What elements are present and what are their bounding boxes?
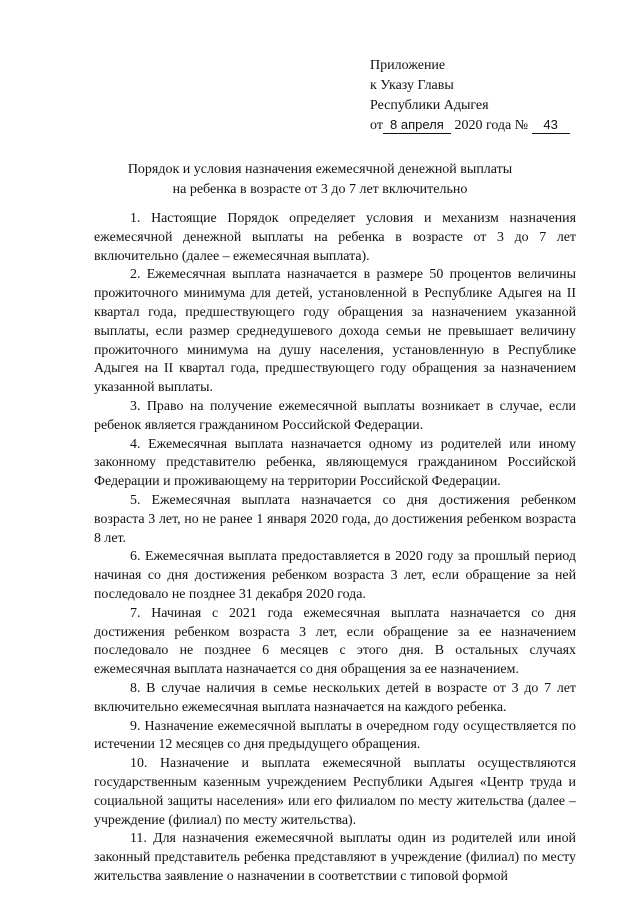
appendix-line-1: Приложение bbox=[370, 58, 446, 73]
paragraph-11: 11. Для назначения ежемесячной выплаты один из родителей или иной законный представитель ребенка представляют в учреждение (филиал) по месту жительства заявление о назначении в соответствии с типовой формой bbox=[94, 831, 576, 884]
paragraph-8: 8. В случае наличия в семье нескольких детей в возрасте от 3 до 7 лет включительно ежемесячная выплата назначается на каждого ребенка. bbox=[94, 680, 576, 715]
date-value: 8 апреля bbox=[383, 117, 451, 134]
appendix-header bbox=[370, 56, 570, 136]
paragraph-2: 2. Ежемесячная выплата назначается в размере 50 процентов величины прожиточного минимума для детей, установленной в Республике Адыгея на II квартал года, предшествующего году обращения за назначением указанной выплаты, если размер среднедушевого дохода семьи не превышает величину прожиточного минимума на душу населения, установленную в Республике Адыгея на II квартал года, предшествующего году обращения за назначением указанной выплаты. bbox=[94, 267, 576, 396]
date-prefix: от bbox=[370, 118, 383, 133]
document-title bbox=[0, 160, 640, 200]
appendix-line-2: к Указу Главы bbox=[370, 78, 454, 93]
year-text: 2020 года № bbox=[454, 118, 529, 133]
paragraph-9: 9. Назначение ежемесячной выплаты в очередном году осуществляется по истечении 12 месяцев со дня предыдущего обращения. bbox=[94, 718, 576, 753]
decree-number: 43 bbox=[532, 117, 570, 134]
paragraph-7: 7. Начиная с 2021 года ежемесячная выплата назначается со дня достижения ребенком возраста 3 лет, если обращение за ее назначением последовало не позднее 6 месяцев с этого дня. В остальных случаях ежемесячная выплата назначается со дня обращения за ее назначением. bbox=[94, 605, 576, 678]
paragraph-6: 6. Ежемесячная выплата предоставляется в 2020 году за прошлый период начиная со дня достижения ребенком возраста 3 лет, если обращение за ней последовало не позднее 31 декабря 2020 года. bbox=[94, 549, 576, 602]
document-body bbox=[94, 210, 576, 887]
appendix-date-line bbox=[370, 116, 570, 136]
paragraph-1: 1. Настоящие Порядок определяет условия и механизм назначения ежемесячной денежной выплаты на ребенка в возрасте от 3 до 7 лет включительно (далее – ежемесячная выплата). bbox=[94, 211, 576, 264]
title-line-1: Порядок и условия назначения ежемесячной денежной выплаты bbox=[127, 162, 513, 177]
appendix-line-3: Республики Адыгея bbox=[370, 98, 489, 113]
paragraph-5: 5. Ежемесячная выплата назначается со дня достижения ребенком возраста 3 лет, но не ранее 1 января 2020 года, до достижения ребенком возраста 8 лет. bbox=[94, 492, 576, 546]
paragraph-10: 10. Назначение и выплата ежемесячной выплаты осуществляются государственным казенным учреждением Республики Адыгея «Центр труда и социальной защиты населения» или его филиалом по месту жительства (далее – учреждение (филиал) по месту жительства). bbox=[94, 756, 576, 828]
paragraph-3: 3. Право на получение ежемесячной выплаты возникает в случае, если ребенок является гражданином Российской Федерации. bbox=[94, 398, 576, 433]
paragraph-4: 4. Ежемесячная выплата назначается одному из родителей или иному законному представителю ребенка, являющемуся гражданином Российской Федерации и проживающему на территории Российской Федерации. bbox=[94, 436, 576, 490]
title-line-2: на ребенка в возрасте от 3 до 7 лет включительно bbox=[172, 182, 468, 197]
